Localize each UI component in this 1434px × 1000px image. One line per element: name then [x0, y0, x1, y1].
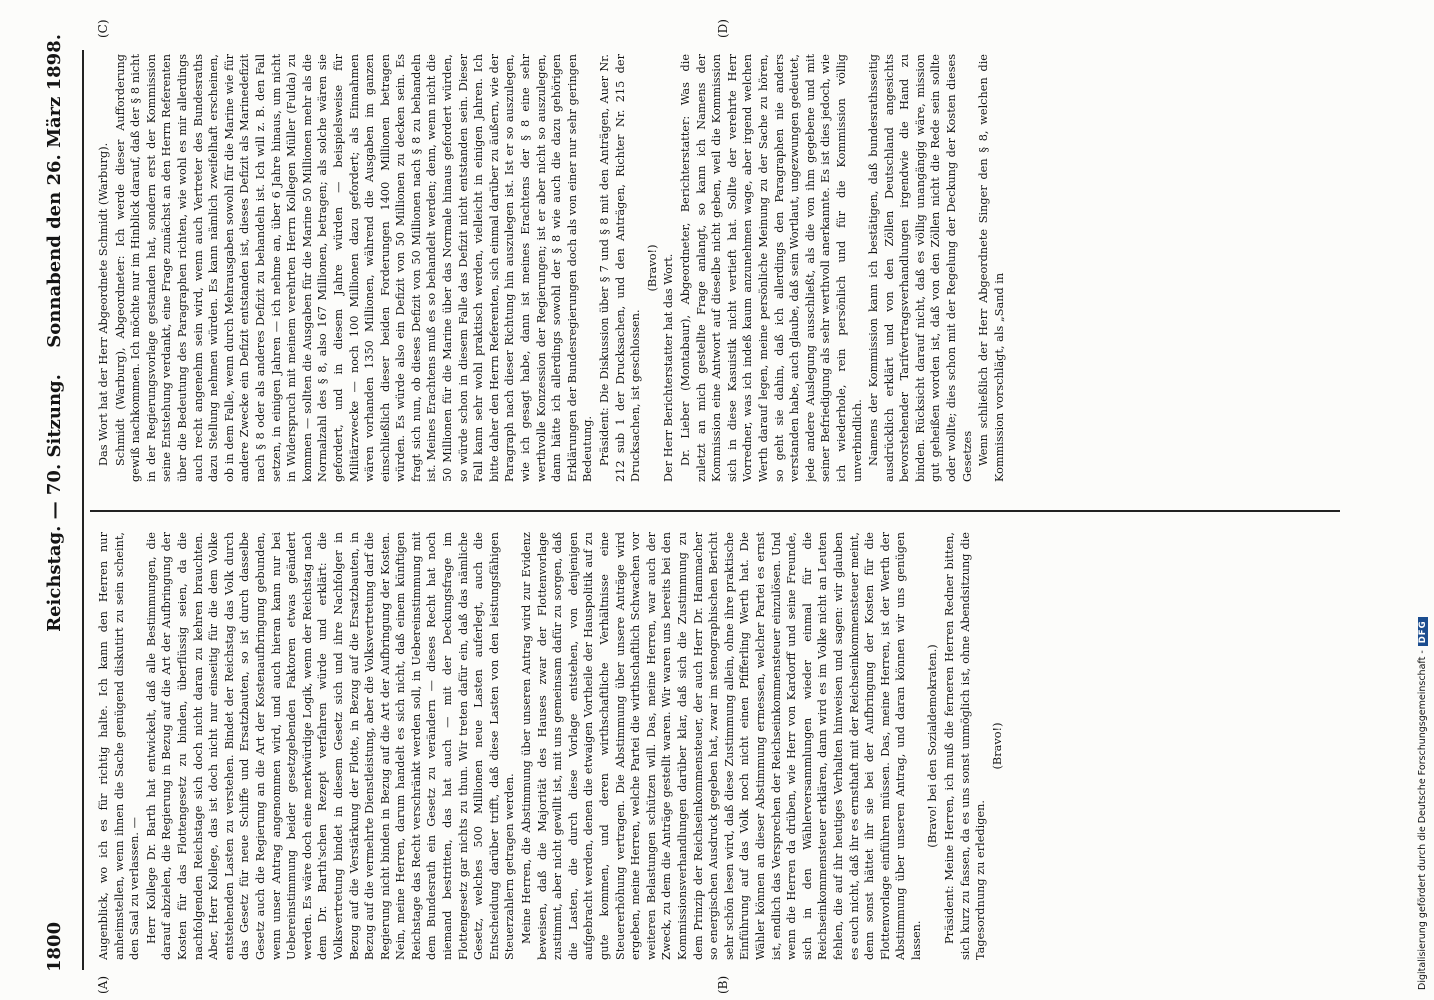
running-head [38, 34, 78, 972]
president-statement: Präsident: Meine Herren, ich muß die ferneren Herren Redner bitten, sich kurz zu fassen, da es uns sonst unmöglich ist, ohne Abendsitzung die Tagesordnung zu erledigen. [943, 532, 988, 960]
applause-note: (Bravo!) [990, 722, 1004, 770]
paragraph: Der Herr Berichterstatter hat das Wort. [662, 253, 676, 482]
right-column [96, 54, 1346, 482]
president-statement: Präsident: Die Diskussion über § 7 und § 8 mit den Anträgen, Auer Nr. 212 sub 1 der Drucksachen, und den Anträgen, Richter Nr. 215 der Drucksachen, ist geschlossen. [598, 54, 643, 482]
paragraph: Meine Herren, die Abstimmung über unseren Antrag wird zur Evidenz beweisen, daß die Majorität des Hauses zwar der Flottenvorlage zustimmt, aber nicht gewillt ist, mit uns gemeinsam dafür zu sorgen, daß die Lasten, die durch diese Vorlage entstehen, von denjenigen aufgebracht werden, denen die etwaigen Vortheile der Hauspolitik auf zu gute kommen, und deren wirthschaftliche Verhältnisse eine Steuererhöhung vertragen. Die Abstimmung über unsere Anträge wird ergeben, meine Herren, welche Partei die wirthschaftlich Schwachen vor weiteren Belastungen schützen will. Das, meine Herren, war auch der Zweck, zu dem die Anträge gestellt waren. Wir waren uns bereits bei den Kommissionsverhandlungen darüber klar, daß sich die Zustimmung zu dem Prinzip der Reichseinkommensteuer, der auch Herr Dr. Hammacher so energischen Ausdruck gegeben hat, zwar im stenographischen Bericht sehr schön lesen wird, daß diese Zustimmung allein, ohne ihre praktische Einführung auf das Volk noch nicht einen Pfifferling Werth hat. Die Wähler können an dieser Abstimmung ermessen, welcher Partei es ernst ist, endlich das Versprechen der Reichseinkommensteuer einzulösen. Und wenn die Herren da drüben, wie Herr von Kardorff und seine Freunde, sich in den Wählerversammlungen wieder einmal für die Reichseinkommensteuer erklären, dann wird es im Volke nicht an Leuten fehlen, die auf ihr heutiges Verhalten hinweisen und sagen: wir glauben es euch nicht, daß ihr es ernsthaft mit der Reichseinkommensteuer meint, denn sonst hättet ihr sie bei der Aufbringung der Kosten für die Flottenvorlage einführen müssen. Das, meine Herren, ist der Werth der Abstimmung über unseren Antrag, und daran können wir uns genügen lassen. [520, 532, 923, 960]
session-title: Reichstag. — 70. Sitzung. [44, 374, 65, 632]
margin-marker-d: (D) [716, 19, 730, 38]
dfg-logo: DFG [1418, 617, 1428, 646]
left-column [96, 532, 1346, 960]
paragraph: Augenblick, wo ich es für richtig halte. Ich kann den Herren nur anheimstellen, wenn ihnen die Sache genügend diskutirt zu sein scheint, den Saal zu verlassen. — [97, 532, 142, 960]
paragraph: Namens der Kommission kann ich bestätigen, daß bundesrathsseitig ausdrücklich erklärt und von den Zöllen Deutschland angesichts bevorstehender Tarifvertragsverhandlungen irgendwie die Hand zu binden. Rücksicht darauf nicht, daß es völlig unangängig wäre, mission gut geheißen worden ist, daß von den Zöllen nicht die Rede sein sollte oder wollte; dies schon mit der Regelung der Deckung der Kosten dieses Gesetzes [867, 54, 974, 482]
header-rule [82, 50, 84, 970]
page-number: 1800 [44, 921, 65, 972]
margin-marker-a: (A) [96, 975, 110, 994]
session-date: Sonnabend den 26. März 1898. [44, 34, 65, 348]
applause-note: (Bravo!) [645, 244, 659, 292]
paragraph: Das Wort hat der Herr Abgeordnete Schmidt (Warburg). [97, 142, 110, 466]
paragraph: Wenn schließlich der Herr Abgeordnete Singer den § 8, welchen die Kommission vorschlägt, als „Sand in [977, 54, 1006, 482]
paragraph: Herr Kollege Dr. Barth hat entwickelt, daß alle Bestimmungen, die darauf abzielen, die Regierung in Bezug auf die Art der Aufbringung der Kosten für das Flottengesetz zu binden, überflüssig seien, da die nachfolgenden Reichstage sich doch nicht daran zu kehren brauchten. Aber, Herr Kollege, das ist doch nicht nur einseitig für die dem Volke entstehenden Lasten zu verstehen. Bindet der Reichstag das Volk durch das Gesetz für neue Schiffe und Ersatzbauten, so ist durch dasselbe Gesetz auch die Regierung an die Art der Kostenaufbringung gebunden, wenn unser Antrag angenommen wird, und auch hieran kann nur bei Uebereinstimmung beider gesetzgebenden Faktoren etwas geändert werden. Es wäre doch eine merkwürdige Logik, wenn der Reichstag nach dem Dr. Barth'schen Rezept verfahren würde und erklärt: die Volksvertretung bindet in diesem Gesetz sich und ihre Nachfolger in Bezug auf die Verstärkung der Flotte, in Bezug auf die Ersatzbauten, in Bezug auf die vermehrte Dienstleistung, aber die Volksvertretung darf die Regierung nicht binden in Bezug auf die Art der Aufbringung der Kosten. Nein, meine Herren, darum handelt es sich nicht, daß einem künftigen Reichstage das Recht verschränkt werden soll, in Uebereinstimmung mit dem Bundesrath ein Gesetz zu verändern — dieses Recht hat noch niemand bestritten, das hat auch — mit der Deckungsfrage im Flottengesetz gar nichts zu thun. Wir treten dafür ein, daß das nämliche Gesetz, welches 500 Millionen neue Lasten auferlegt, auch die Entscheidung darüber trifft, daß diese Lasten von den leistungsfähigen Steuerzahlern getragen werden. [144, 532, 517, 960]
digitization-credit [1417, 0, 1431, 990]
speech-schmidt: Schmidt (Warburg), Abgeordneter: Ich werde dieser Aufforderung gewiß nachkommen. Ich möchte nur im Hinblick darauf, daß der § 8 nicht in der Regierungsvorlage gestanden hat, sondern erst der Kommission seine Entstehung verdankt, eine Frage zunächst an den Herrn Referenten über die Bedeutung des Paragraphen richten, wie wohl es mir allerdings auch recht angenehm sein wird, wenn auch Vertreter des Bundesraths dazu Stellung nehmen würden. Es kann nämlich zweifelhaft erscheinen, ob in dem Falle, wenn durch Mehrausgaben sowohl für die Marine wie für andere Zwecke ein Defizit entstanden ist, dieses Defizit als Marinedefizit nach § 8 oder als anderes Defizit zu behandeln ist. Ich will z. B. den Fall setzen, in einigen Jahren — ich nehme an, über 6 Jahre hinaus, um nicht in Widerspruch mit meinem verehrten Herrn Kollegen Müller (Fulda) zu kommen — sollten die Ausgaben für die Marine 50 Millionen mehr als die Normalzahl des § 8, also 167 Millionen, betragen; als solche wären sie gefordert, und in diesem Jahre würden — beispielsweise für Militärzwecke — noch 100 Millionen dazu gefordert; als Einnahmen wären vorhanden 1350 Millionen, während die Ausgaben im ganzen einschließlich dieser beiden Forderungen 1400 Millionen betragen würden. Es würde also ein Defizit von 50 Millionen zu decken sein. Es fragt sich nun, ob dieses Defizit von 50 Millionen nach § 8 zu behandeln ist. Meines Erachtens muß es so behandelt werden; denn, wenn nicht die 50 Millionen für die Marine über das Normale hinaus gefordert würden, so würde schon in diesem Falle das Defizit nicht entstanden sein. Dieser Fall kann sehr wohl praktisch werden, vielleicht in einigen Jahren. Ich bitte daher den Herrn Referenten, sich einmal darüber zu äußern, wie der Paragraph nach dieser Richtung hin auszulegen ist. Ist er so auszulegen, wie ich gesagt habe, dann ist meines Erachtens der § 8 eine sehr werthvolle Konzession der Regierungen; ist er aber nicht so auszulegen, dann hätte ich allerdings sowohl der § 8 wie auch die dazu gehörigen Erklärungen der Bundesregierungen doch als von einer nur sehr geringen Bedeutung. [113, 54, 595, 482]
margin-marker-b: (B) [716, 975, 730, 994]
column-rule [90, 510, 1340, 512]
speech-lieber: Dr. Lieber (Montabaur), Abgeordneter, Berichterstatter: Was die zuletzt an mich gestellte Frage anlangt, so kann ich Namens der Kommission eine Antwort auf dieselbe nicht geben, weil die Kommission sich in diese Kasuistik nicht vertieft hat. Sollte der verehrte Herr Vorredner, was ich indeß kaum anzunehmen wage, aber irgend welchen Werth darauf legen, meine persönliche Meinung zu der Sache zu hören, so geht sie dahin, daß ich allerdings den Paragraphen nie anders verstanden habe, auch glaube, daß sein Wortlaut, ungezwungen gedeutet, jede andere Auslegung ausschließt, als die von ihm gegebene und mit seiner Befriedigung als sehr werthvoll anerkannte. Es ist dies jedoch, wie ich wiederhole, rein persönlich und für die Kommission völlig unverbindlich. [678, 54, 864, 482]
credit-text: Digitalisierung gefördert durch die Deutsche Forschungsgemeinschaft - [1417, 650, 1428, 990]
applause-note: (Bravo! bei den Sozialdemokraten.) [926, 644, 940, 848]
margin-marker-c: (C) [96, 19, 110, 38]
